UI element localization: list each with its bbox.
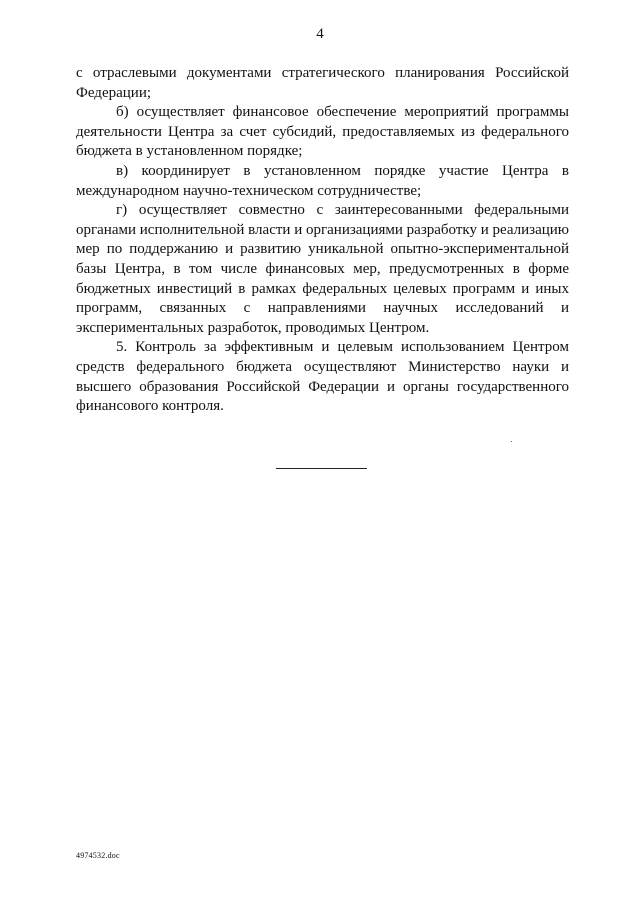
footer-file-name: 4974532.doc bbox=[76, 851, 120, 860]
scan-speck bbox=[511, 441, 512, 442]
paragraph-section-5: 5. Контроль за эффективным и целевым использованием Центром средств федерального бюджета осуществляют Министерство науки и высшего образования Российской Федерации и органы государственного финансового контроля. bbox=[76, 339, 569, 415]
page-number: 4 bbox=[316, 26, 324, 42]
paragraph-item-v: в) координирует в установленном порядке участие Центра в международном научно-техническом сотрудничестве; bbox=[76, 162, 569, 199]
paragraph-continuation: с отраслевыми документами стратегического планирования Российской Федерации; bbox=[76, 65, 569, 101]
paragraph-item-g: г) осуществляет совместно с заинтересованными федеральными органами исполнительной власти и организациями разработку и реализацию мер по поддержанию и развитию уникальной опытно-экспериментальной базы Центра, в том числе финансовых мер, предусмотренных в форме бюджетных инвестиций в рамках федеральных целевых программ и иных программ, связанных с направлениями научных исследований и экспериментальных разработок, проводимых Центром. bbox=[76, 202, 569, 336]
end-divider-line bbox=[276, 468, 367, 469]
document-body bbox=[76, 64, 569, 417]
paragraph-item-b: б) осуществляет финансовое обеспечение мероприятий программы деятельности Центра за счет субсидий, предоставляемых из федерального бюджета в установленном порядке; bbox=[76, 104, 569, 160]
